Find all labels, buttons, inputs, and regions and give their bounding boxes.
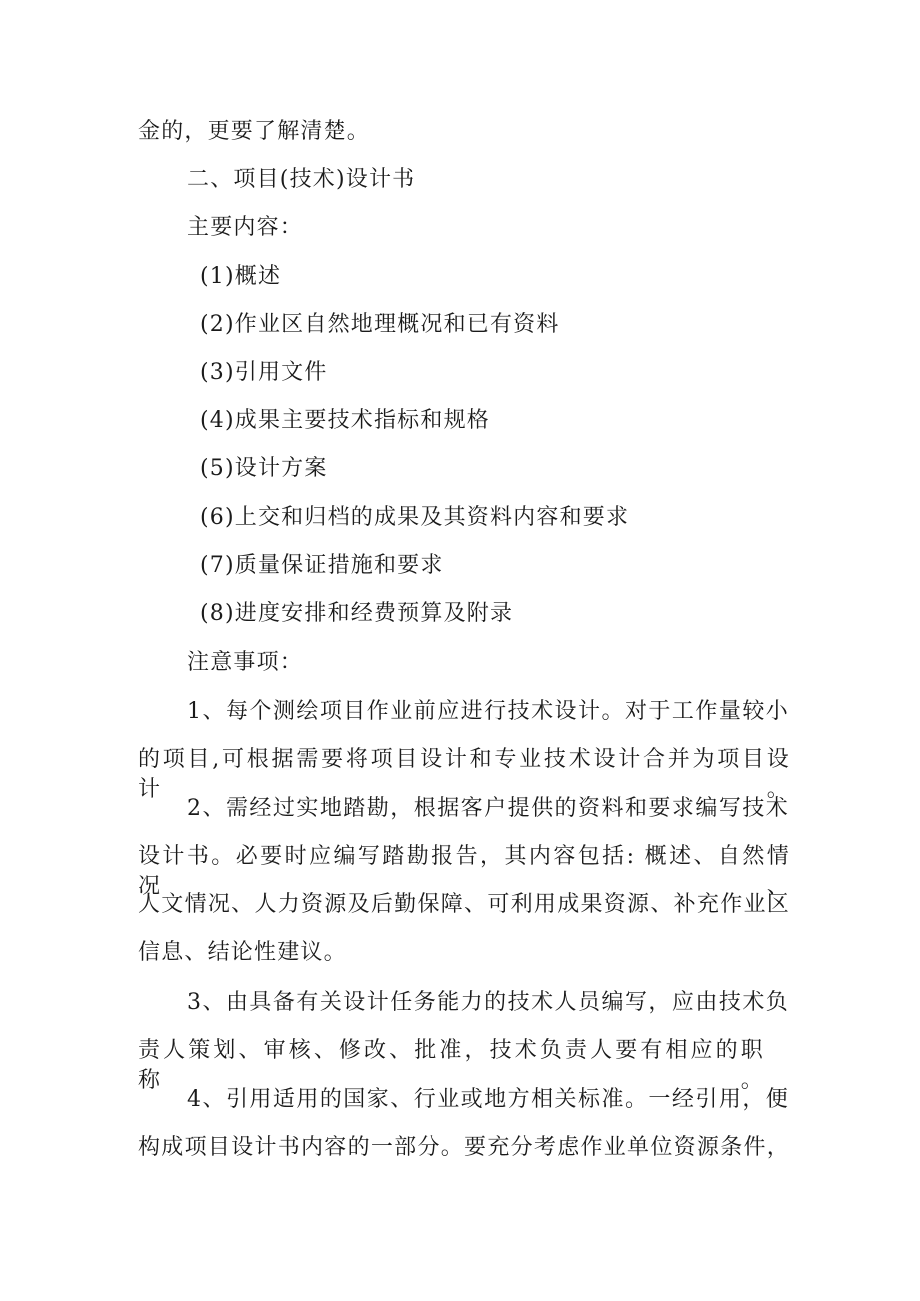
list-item: (5)设计方案 [200,456,328,481]
paragraph-line: 3、由具备有关设计任务能力的技术人员编写，应由技术负 [187,990,789,1015]
section-heading: 二、项目(技术)设计书 [187,167,416,192]
paragraph-line: 1、每个测绘项目作业前应进行技术设计。对于工作量较小 [187,699,789,724]
paragraph-line: 2、需经过实地踏勘，根据客户提供的资料和要求编写技术 [187,796,789,821]
subheading: 主要内容： [187,215,304,240]
list-item: (4)成果主要技术指标和规格 [200,408,490,433]
subheading: 注意事项： [187,650,304,675]
paragraph-line: 人文情况、人力资源及后勤保障、可利用成果资源、补充作业区 [138,892,790,917]
paragraph-line: 构成项目设计书内容的一部分。要充分考虑作业单位资源条件， [138,1135,790,1160]
list-item: (8)进度安排和经费预算及附录 [200,601,514,626]
list-item: (6)上交和归档的成果及其资料内容和要求 [200,505,630,530]
paragraph-line: 设计书。必要时应编写踏勘报告，其内容包括: 概述、自然情况、 [138,844,790,899]
list-item: (1)概述 [200,264,282,289]
paragraph-line: 责人策划、审核、修改、批准，技术负责人要有相应的职称。 [138,1038,764,1093]
list-item: (2)作业区自然地理概况和已有资料 [200,312,560,337]
paragraph-line: 信息、结论性建议。 [138,940,347,965]
list-item: (3)引用文件 [200,360,328,385]
paragraph-line: 的项目,可根据需要将项目设计和专业技术设计合并为项目设计。 [138,747,790,802]
paragraph-line: 4、引用适用的国家、行业或地方相关标准。一经引用，便 [187,1087,789,1112]
text-line: 金的，更要了解清楚。 [138,119,371,144]
list-item: (7)质量保证措施和要求 [200,553,444,578]
